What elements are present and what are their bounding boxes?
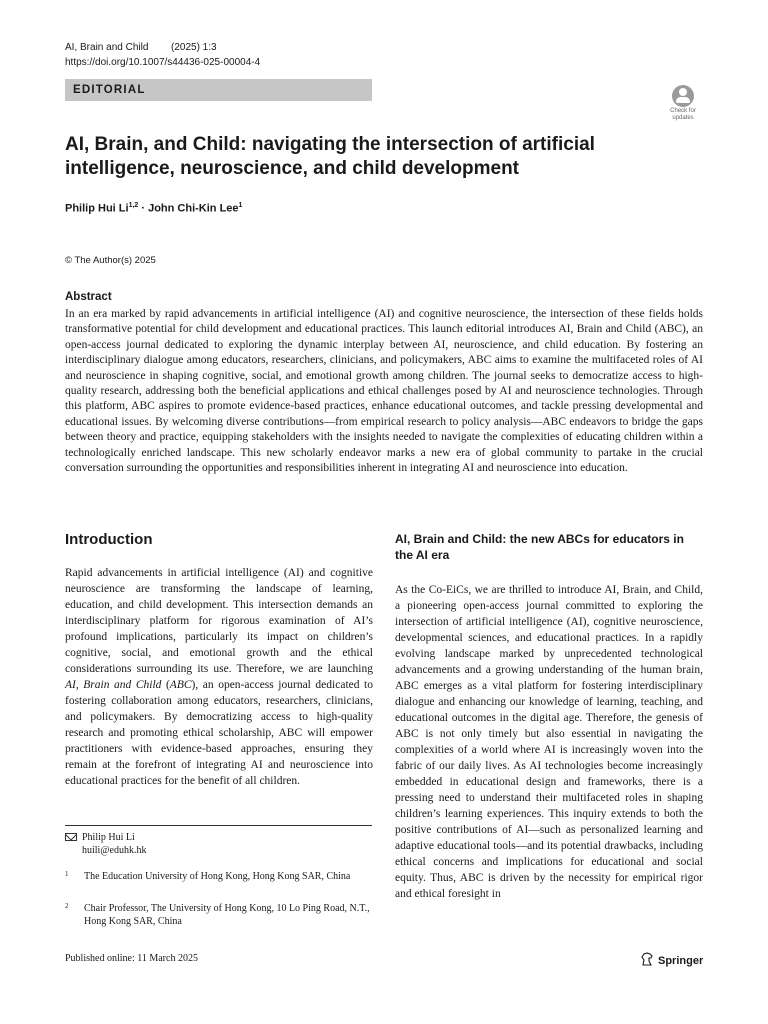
author-name[interactable]: Philip Hui Li bbox=[65, 202, 129, 215]
volume-info: (2025) 1:3 bbox=[171, 42, 217, 53]
corresponding-email[interactable]: huili@eduhk.hk bbox=[82, 845, 147, 856]
corresponding-author-name: Philip Hui Li bbox=[82, 832, 135, 843]
abstract-body: In an era marked by rapid advancements in artificial intelligence (AI) and cognitive neuroscience, the intersection of these fields holds transformative potential for child development and educational practices. This launch editorial introduces AI, Brain and Child (ABC), an open-access journal dedicated to exploring the dynamic interplay between AI, neuroscience, and child education. By fostering an interdisciplinary dialogue among educators, researchers, clinicians, and policymakers, ABC aims to examine the multifaceted roles of AI and neuroscience in shaping cognitive, social, and emotional growth among children. The journal seeks to democratize access to high-quality research, addressing both the beneficial applications and ethical challenges posed by AI and neuroscience technologies. Through this platform, ABC aspires to promote evidence-based practices, enhance educational outcomes, and tackle pressing developmental and educational issues. By welcoming diverse contributions—from empirical research to policy analysis—ABC endeavors to bridge the gaps between theory and practice, equipping stakeholders with the insights needed to navigate the complexities of educating children within a technologically enriched landscape. This new scholarly endeavor marks a new era of global community to partake in the crucial conversation surrounding the opportunities and responsibilities inherent in integrating AI and neuroscience into education. bbox=[65, 308, 703, 475]
crossmark-icon bbox=[672, 85, 694, 107]
journal-name: AI, Brain and Child bbox=[65, 42, 149, 53]
abstract-heading: Abstract bbox=[65, 291, 112, 303]
doi-link[interactable]: https://doi.org/10.1007/s44436-025-00004-4 bbox=[65, 57, 261, 68]
springer-horse-icon bbox=[640, 952, 654, 966]
section-body: As the Co-EiCs, we are thrilled to introduce AI, Brain, and Child, a pioneering open-access journal committed to exploring the intersection of artificial intelligence (AI), cognitive neuroscience, developmental sciences, and educational practices. In a rapidly evolving landscape marked by unprecedented technological advancements and a growing understanding of the human brain, ABC emerges as a vital platform for fostering interdisciplinary dialogue and enhancing our knowledge of learning, teaching, and educational outcomes in the digital age. Therefore, the genesis of ABC is not only timely but also essential in navigating the complexities of a world where AI is increasingly woven into the fabric of our daily lives. As AI technologies become increasingly embedded in educational design and frameworks, there is a pressing need to understand their multifaceted roles in shaping children’s learning experiences. This inquiry extends to both the positive contributions of AI—such as personalized learning and adaptive educational tools—and its potential drawbacks, including ethical concerns and implications for educational and social equity. Thus, ABC is driven by the necessity for empirical rigor and ethical foresight in bbox=[395, 584, 703, 900]
section-heading: AI, Brain and Child: the new ABCs for educators in the AI era bbox=[395, 532, 684, 562]
author-separator: · bbox=[138, 202, 149, 215]
author-list bbox=[65, 202, 242, 215]
article-title: AI, Brain, and Child: navigating the intersection of artificial intelligence, neuroscience, and child development bbox=[65, 134, 595, 179]
article-type-bar: EDITORIAL bbox=[65, 79, 372, 101]
affiliation-1: 1 The Education University of Hong Kong, Hong Kong SAR, China bbox=[65, 870, 351, 882]
affiliation-2: 2 Chair Professor, The University of Hong Kong, 10 Lo Ping Road, N.T., Hong Kong SAR, China bbox=[65, 902, 370, 927]
correspondence-block bbox=[65, 831, 146, 857]
journal-title-italic: AI, Brain and Child bbox=[65, 679, 162, 691]
introduction-heading: Introduction bbox=[65, 531, 153, 548]
publisher-name: Springer bbox=[658, 955, 704, 967]
journal-abbr-italic: ABC bbox=[169, 679, 192, 691]
introduction-body: Rapid advancements in artificial intelligence (AI) and cognitive neuroscience are transforming the landscape of learning, education, and child development. This intersection demands an interdisciplinary platform for rigorous examination of AI’s profound implications, particularly its impact on children’s cognitive, social, and emotional growth and the ethical considerations surrounding its use. Therefore, we are launching AI, Brain and Child (ABC), an open-access journal dedicated to fostering collaboration among educators, researchers, clinicians, and policymakers. By democratizing access to high-quality research and promoting ethical scholarship, ABC will empower practitioners with evidence-based approaches, ensuring they remain at the forefront of integrating AI and neuroscience into educational practices for the benefit of all children. bbox=[65, 567, 373, 787]
author-affiliation-ref: 1 bbox=[238, 202, 243, 209]
publisher-logo bbox=[640, 952, 703, 967]
author-name[interactable]: John Chi-Kin Lee bbox=[148, 202, 239, 215]
check-for-updates-badge[interactable]: Check for updates bbox=[664, 85, 702, 125]
journal-header bbox=[65, 40, 260, 70]
author-affiliation-ref: 1,2 bbox=[128, 202, 139, 209]
copyright-notice: © The Author(s) 2025 bbox=[65, 255, 156, 266]
envelope-icon bbox=[65, 833, 77, 841]
footnote-divider bbox=[65, 825, 372, 826]
published-date: Published online: 11 March 2025 bbox=[65, 953, 198, 964]
